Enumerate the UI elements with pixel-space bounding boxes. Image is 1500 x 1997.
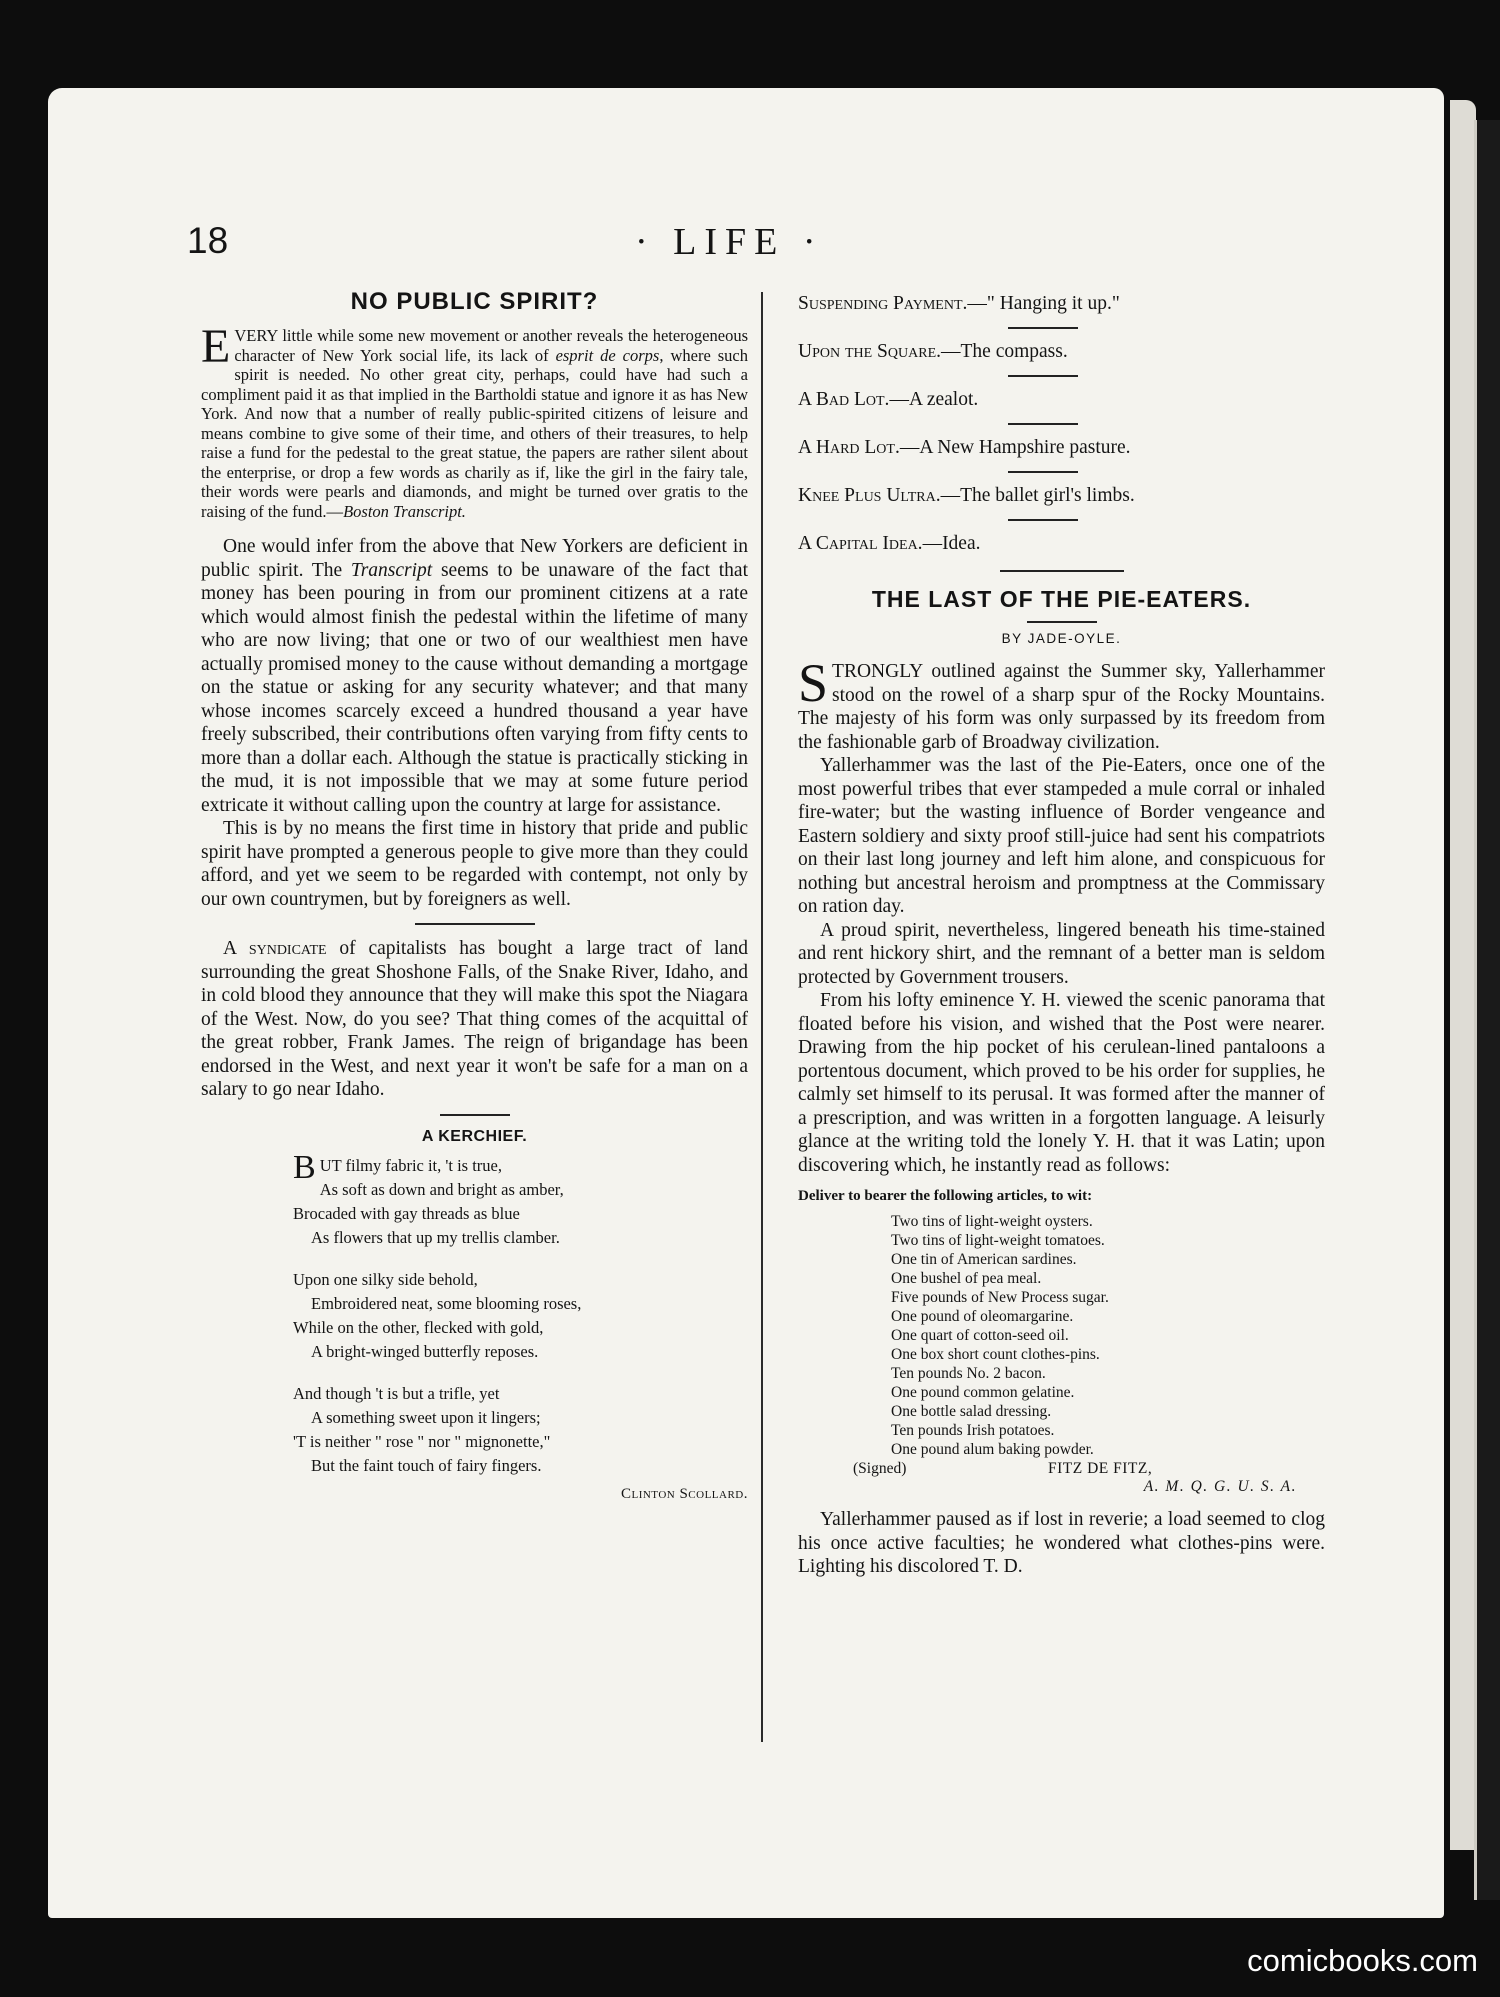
poem-line: A bright-winged butterfly reposes. (311, 1341, 539, 1361)
poem-line: But the faint touch of fairy fingers. (311, 1455, 542, 1475)
poem-line: A something sweet upon it lingers; (311, 1407, 541, 1427)
article-body (201, 535, 748, 911)
poem-drop-cap: B (293, 1148, 316, 1186)
quip-rule (1008, 471, 1078, 473)
drop-cap: S (798, 653, 829, 713)
right-column (798, 292, 1325, 1579)
paragraph: A proud spirit, nevertheless, lingered beneath his time-stained and rent hickory shirt, and the remnant of a better man is seldom protected by Government trousers. (798, 919, 1325, 988)
order-item: One quart of cotton-seed oil. (891, 1327, 1069, 1344)
order-item: One bottle salad dressing. (891, 1403, 1052, 1420)
quip-term: Upon the Square. (798, 341, 941, 362)
quip-rule (1008, 327, 1078, 329)
signed-label: (Signed) (853, 1460, 907, 1477)
paragraph (798, 653, 1325, 754)
order-item: Ten pounds Irish potatoes. (891, 1422, 1055, 1439)
poem-line: Embroidered neat, some blooming roses, (311, 1293, 582, 1313)
paragraph: From his lofty eminence Y. H. viewed the scenic panorama that floated before his vision, and wished that the Post were nearer. Drawing from the hip pocket of his cerulean-lined pantaloons a portentous document, which proved to be his order for supplies, he calmly set himself to its perusal. It was formed after the manner of a prescription, and was written in a forgotten language. A leisurly glance at the writing told the lonely Y. H. that it was Latin; upon discovering which, he instantly read as follows: (798, 990, 1325, 1176)
quip-term: A Bad Lot. (798, 389, 890, 410)
signed-name: FITZ DE FITZ, (1048, 1460, 1153, 1477)
title-rule (1027, 621, 1097, 623)
drop-cap: E (201, 320, 231, 373)
syndicate-item (201, 937, 748, 1102)
quip-definition: —The ballet girl's limbs. (940, 485, 1135, 506)
poem-line-text: UT filmy fabric it, 't is true, (319, 1155, 502, 1175)
paragraph-text: of capitalists has bought a large tract of land surrounding the great Shoshone Falls, of the Snake River, Idaho, and in cold blood they announce that they will make this spot the Niagara of the West. Now, do you see? That thing comes of the acquittal of the great robber, Frank James. The reign of brigandage has been endorsed in the West, and next year it won't be safe for a man on a salary to go near Idaho. (201, 938, 748, 1100)
order-heading: Deliver to bearer the following articles, to wit: (798, 1188, 1093, 1204)
order-item: One pound of oleomargarine. (891, 1308, 1074, 1325)
poem-line: While on the other, flecked with gold, (293, 1317, 544, 1337)
paragraph-text: TRONGLY outlined against the Summer sky, Yallerhammer stood on the rowel of a sharp spur of the Rocky Mountains. The majesty of his form was only surpassed by its freedom from the fashionable garb of Broadway civilization. (798, 661, 1325, 753)
stanza (293, 1382, 748, 1478)
quip-term: A Capital Idea. (798, 533, 923, 554)
quote-source: Boston Transcript. (343, 501, 466, 521)
poem-title: A KERCHIEF. (421, 1127, 528, 1145)
signature-row (798, 1459, 1325, 1478)
quip-term: Suspending Payment. (798, 293, 968, 314)
poem-line: 'T is neither " rose " nor " mignonette," (293, 1431, 551, 1451)
poem-line: Brocaded with gay threads as blue (293, 1203, 520, 1223)
story-byline: BY JADE-OYLE. (1001, 631, 1122, 646)
paragraph-text: One would infer from the above that New Yorkers are deficient in public spirit. The (201, 536, 748, 581)
column-divider (761, 292, 763, 1742)
paragraph (201, 535, 748, 817)
order-item: One pound common gelatine. (891, 1384, 1075, 1401)
poem-line: As soft as down and bright as amber, (319, 1179, 564, 1199)
story-body-continued (798, 1508, 1325, 1579)
order-item: One box short count clothes-pins. (891, 1346, 1100, 1363)
quote-italic: esprit de corps (555, 345, 660, 365)
paragraph (201, 937, 748, 1102)
quote-text-b: , where such spirit is needed. No other great city, perhaps, could have had such a compliment paid it as that implied in the Bartholdi statue and ignore it as has New York. And now that a number of really public-spirited citizens of leisure and means combine to give some of their time, and others of their treasures, to help raise a fund for the pedestal to the great statue, the papers are rather silent about the enterprise, or drop a few words as charily as if, like the girl in the fairy tale, their words were pearls and diamonds, and might be turned over gratis to the raising of the fund.— (201, 345, 748, 521)
order-item: Two tins of light-weight oysters. (891, 1213, 1093, 1230)
quip-item (798, 292, 1325, 316)
order-item: Two tins of light-weight tomatoes. (891, 1232, 1105, 1249)
quip-definition: —A zealot. (889, 389, 979, 410)
paragraph-italic: Transcript (350, 559, 433, 581)
section-rule (415, 923, 535, 925)
quip-definition: —The compass. (941, 341, 1068, 362)
quip-item (798, 484, 1325, 508)
story-body (798, 653, 1325, 1177)
quip-rule (1008, 519, 1078, 521)
section-rule (1000, 570, 1124, 572)
order-list (891, 1212, 1325, 1459)
quoted-excerpt (201, 320, 748, 521)
order-item: One pound alum baking powder. (891, 1441, 1094, 1458)
stanza (293, 1268, 748, 1364)
masthead-title: · LIFE · (635, 221, 824, 263)
quip-item (798, 532, 1325, 556)
quip-definition: —Idea. (922, 533, 981, 554)
stanza (293, 1148, 748, 1250)
quip-item (798, 340, 1325, 364)
quip-term: A Hard Lot. (798, 437, 900, 458)
poem (293, 1148, 748, 1506)
quip-definition: —" Hanging it up." (967, 293, 1120, 314)
order-item: One tin of American sardines. (891, 1251, 1077, 1268)
quip-rule (1008, 423, 1078, 425)
quip-term: Knee Plus Ultra. (798, 485, 941, 506)
signed-title: A. M. Q. G. U. S. A. (1143, 1478, 1297, 1495)
paragraph-text: seems to be unaware of the fact that money has been pouring in from our prominent citizens at a rate which would almost finish the pedestal within the lifetime of many who are now living; that one or two of our wealthiest men have actually promised money to the cause without demanding a mortgage on the statue or asking for any security whatever; and that many whose incomes scarcely exceed a hundred thousand a year have freely subscribed, their contributions often varying from fifty cents to more than a dollar each. Although the statue is practically sticking in the mud, it is not impossible that we may at some future period extricate it without calling upon the country at large for assistance. (201, 559, 748, 816)
watermark: comicbooks.com (1247, 1943, 1478, 1978)
paragraph: This is by no means the first time in history that pride and public spirit have prompted a generous people to give more than they could afford, and yet we seem to be regarded with contempt, not only by our own countrymen, but by foreigners as well. (201, 818, 748, 910)
paragraph: Yallerhammer was the last of the Pie-Eaters, once one of the most powerful tribes that ever stampeded a mule corral or inhaled fire-water; but the wasting influence of Border vengeance and Eastern soldiery and sixty proof still-juice had sent his compatriots on their last long journey and left him alone, and conspicuous for nothing but ancestral heroism and promptness at the Commissary on ration day. (798, 755, 1325, 917)
lead-in: A syndicate (223, 938, 327, 959)
next-page-edge (1450, 100, 1476, 1850)
scan-margin (1474, 120, 1500, 1900)
poem-line (293, 1148, 748, 1186)
article-title-no-public-spirit: NO PUBLIC SPIRIT? (350, 288, 599, 315)
quote-text-a: VERY little while some new movement or another reveals the heterogeneous character of New York social life, its lack of (234, 326, 748, 365)
poem-line: And though 't is but a trifle, yet (293, 1383, 500, 1403)
quip-definition: —A New Hampshire pasture. (899, 437, 1131, 458)
poem-line: As flowers that up my trellis clamber. (311, 1227, 560, 1247)
quip-rule (1008, 375, 1078, 377)
order-item: One bushel of pea meal. (891, 1270, 1042, 1287)
section-rule (440, 1114, 510, 1116)
quip-item (798, 388, 1325, 412)
quip-item (798, 436, 1325, 460)
poem-line: Upon one silky side behold, (293, 1269, 478, 1289)
order-item: Ten pounds No. 2 bacon. (891, 1365, 1046, 1382)
order-item: Five pounds of New Process sugar. (891, 1289, 1109, 1306)
left-column (201, 288, 748, 1506)
quip-list (798, 292, 1325, 556)
poem-author: Clinton Scollard. (620, 1485, 748, 1502)
story-title: THE LAST OF THE PIE-EATERS. (871, 586, 1252, 612)
page-number: 18 (187, 220, 229, 261)
paragraph: Yallerhammer paused as if lost in reverie; a load seemed to clog his once active faculties; he wondered what clothes-pins were. Lighting his discolored T. D. (798, 1509, 1325, 1577)
